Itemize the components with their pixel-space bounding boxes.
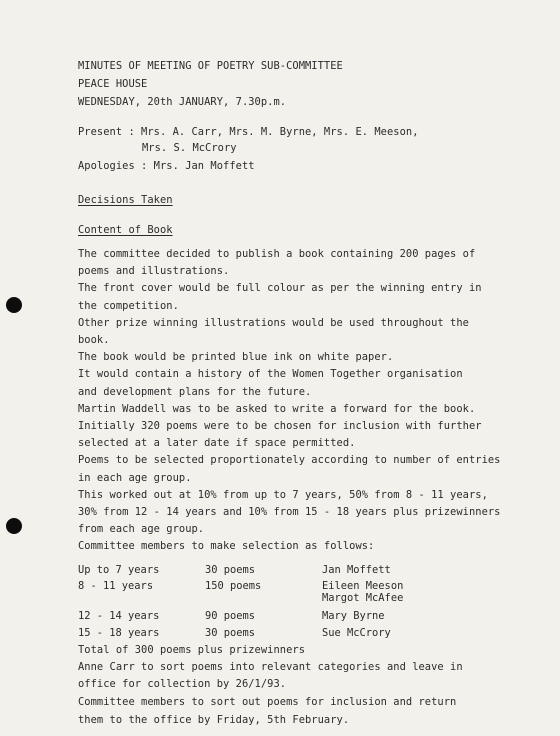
table-cell-poems: 30 poems [205,627,256,639]
punch-hole [6,518,22,534]
table-cell-age: 15 - 18 years [78,627,160,639]
table-cell-age: 12 - 14 years [78,610,160,622]
present-line-continued: Mrs. S. McCrory [142,142,237,154]
table-cell-member: Jan Moffett [322,564,391,576]
punch-hole [6,297,22,313]
body-line: book. [78,334,110,346]
body-line: from each age group. [78,523,205,536]
table-cell-member: Eileen Meeson Margot McAfee [322,580,404,604]
meeting-venue: PEACE HOUSE [78,78,148,90]
body-line: Total of 300 poems plus prizewinners [78,644,306,656]
table-cell-poems: 90 poems [205,610,256,622]
body-line: 30% from 12 - 14 years and 10% from 15 - 18 years plus prizewinners [78,506,501,518]
meeting-date: WEDNESDAY, 20th JANUARY, 7.30p.m. [78,96,287,108]
body-line: selected at a later date if space permitted. [78,437,356,450]
body-line: Committee members to sort out poems for inclusion and return [78,696,457,708]
body-line: them to the office by Friday, 5th February. [78,714,350,726]
table-cell-age: Up to 7 years [78,564,160,576]
table-cell-age: 8 - 11 years [78,580,154,592]
decisions-heading: Decisions Taken [78,194,173,206]
body-line: and development plans for the future. [78,385,312,398]
document-title: MINUTES OF MEETING OF POETRY SUB-COMMITTEE [78,60,343,72]
body-line: Committee members to make selection as follows: [78,540,375,553]
apologies-line: Apologies : Mrs. Jan Moffett [78,160,255,172]
table-cell-poems: 150 poems [205,580,262,592]
body-line: This worked out at 10% from up to 7 years, 50% from 8 - 11 years, [78,488,488,501]
body-line: Initially 320 poems were to be chosen for inclusion with further [78,420,482,432]
body-line: It would contain a history of the Women Together organisation [78,368,463,381]
body-line: Martin Waddell was to be asked to write a forward for the book. [78,402,476,415]
body-line: poems and illustrations. [78,265,230,278]
body-line: The committee decided to publish a book containing 200 pages of [78,248,476,260]
body-line: Anne Carr to sort poems into relevant categories and leave in [78,661,463,673]
body-line: office for collection by 26/1/93. [78,678,287,690]
body-line: Other prize winning illustrations would be used throughout the [78,316,469,329]
present-line: Present : Mrs. A. Carr, Mrs. M. Byrne, Mrs. E. Meeson, [78,126,419,138]
table-cell-member: Mary Byrne [322,610,385,622]
table-cell-poems: 30 poems [205,564,256,576]
body-line: the competition. [78,299,179,312]
body-line: Poems to be selected proportionately according to number of entries [78,454,501,467]
body-line: in each age group. [78,471,192,484]
table-cell-member: Sue McCrory [322,627,391,639]
body-line: The book would be printed blue ink on white paper. [78,351,394,364]
body-line: The front cover would be full colour as per the winning entry in [78,282,482,295]
content-heading: Content of Book [78,224,173,236]
